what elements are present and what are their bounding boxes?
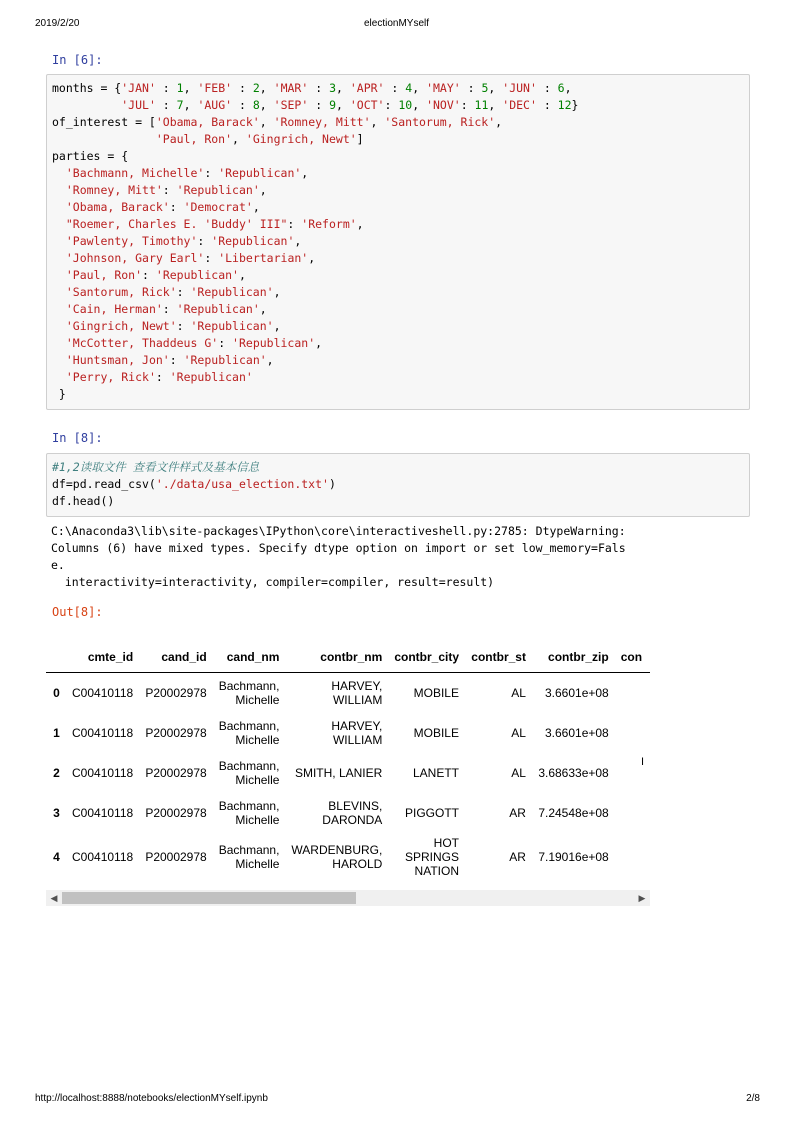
cell-cmte-id: C00410118 [72, 725, 134, 740]
cell-contbr-nm: BLEVINS, DARONDA [322, 798, 383, 827]
cell-contbr-zip: 7.24548e+08 [538, 805, 609, 820]
cell-contbr-st: AL [511, 765, 526, 780]
cell-cand-nm: Bachmann, Michelle [218, 678, 280, 707]
cell-cand-id: P20002978 [145, 849, 207, 864]
horizontal-scrollbar[interactable] [46, 890, 650, 906]
cell-contbr-nm: HARVEY, WILLIAM [331, 678, 383, 707]
col-header-con-truncated: con [615, 642, 650, 673]
cell-cmte-id: C00410118 [72, 685, 134, 700]
cell-contbr-city: LANETT [412, 765, 459, 780]
cell-cand-id: P20002978 [145, 805, 207, 820]
cell-cand-id: P20002978 [145, 725, 207, 740]
cell-cand-nm: Bachmann, Michelle [218, 718, 280, 747]
table-row [46, 793, 650, 833]
table-row [46, 833, 650, 881]
print-date: 2019/2/20 [35, 18, 80, 29]
page-number: 2/8 [746, 1093, 760, 1104]
cell-contbr-city: PIGGOTT [405, 805, 459, 820]
cell-contbr-zip: 3.6601e+08 [544, 725, 609, 740]
code-editor-8[interactable]: #1,2读取文件 查看文件样式及基本信息 df=pd.read_csv('./data/usa_election.txt') df.head() [52, 460, 336, 508]
row-index: 3 [53, 805, 60, 820]
cell-contbr-st: AR [509, 805, 526, 820]
cell-cmte-id: C00410118 [72, 805, 134, 820]
cell-cand-nm: Bachmann, Michelle [218, 758, 280, 787]
code-cell-8[interactable] [46, 453, 750, 517]
col-header-cand-nm: cand_nm [213, 642, 286, 673]
in-prompt-6: In [6]: [52, 53, 103, 67]
print-title: electionMYself [363, 18, 430, 29]
out-prompt-8: Out[8]: [52, 605, 103, 619]
cell-cand-id: P20002978 [145, 765, 207, 780]
scroll-left-arrow-icon[interactable]: ◀ [50, 893, 58, 903]
table-row [46, 673, 650, 713]
table-row [46, 713, 650, 753]
code-cell-6[interactable] [46, 74, 750, 410]
scroll-thumb[interactable] [62, 892, 356, 904]
cell-cand-id: P20002978 [145, 685, 207, 700]
col-header-cmte-id: cmte_id [66, 642, 139, 673]
cell-contbr-city: MOBILE [413, 725, 459, 740]
col-header-contbr-zip: contbr_zip [532, 642, 615, 673]
cell-contbr-city: MOBILE [413, 685, 459, 700]
cell-cand-nm: Bachmann, Michelle [218, 842, 280, 871]
cell-contbr-zip: 3.68633e+08 [538, 765, 609, 780]
dataframe-table [46, 642, 650, 881]
cell-contbr-st: AL [511, 685, 526, 700]
cell-contbr-st: AR [509, 849, 526, 864]
row-index: 2 [53, 765, 60, 780]
row-index: 1 [53, 725, 60, 740]
cell-contbr-city: HOT SPRINGS NATION [404, 835, 459, 878]
cell-cmte-id: C00410118 [72, 849, 134, 864]
cell-contbr-nm: SMITH, LANIER [294, 765, 383, 780]
truncated-cell-text: I​ [641, 756, 645, 768]
row-index: 0 [53, 685, 60, 700]
in-prompt-8: In [8]: [52, 431, 103, 445]
cell-contbr-zip: 7.19016e+08 [538, 849, 609, 864]
table-header-row [46, 642, 650, 673]
table-row [46, 753, 650, 793]
scroll-right-arrow-icon[interactable]: ▶ [638, 893, 646, 903]
cell-cand-nm: Bachmann, Michelle [218, 798, 280, 827]
cell-contbr-nm: HARVEY, WILLIAM [331, 718, 383, 747]
code-editor-6[interactable]: months = {'JAN' : 1, 'FEB' : 2, 'MAR' : 3, 'APR' : 4, 'MAY' : 5, 'JUN' : 6, 'JUL' : 7, 'AUG' : 8, 'SEP' : 9, 'OCT': 10, 'NOV': 11, 'DEC' : 12} of_interest = ['Obama, Barack', 'Romney, Mitt', 'Santorum, Rick', 'Paul, Ron', 'Gingrich, Newt'] parties = { 'Bachmann, Michelle': 'Republican', 'Romney, Mitt': 'Republican', 'Obama, Barack': 'Democrat', "Roemer, Charles E. 'Buddy' III": 'Reform', 'Pawlenty, Timothy': 'Republican', 'Johnson, Gary Earl': 'Libertarian', 'Paul, Ron': 'Republican', 'Santorum, Rick': 'Republican', 'Cain, Herman': 'Republican', 'Gingrich, Newt': 'Republican', 'McCotter, Thaddeus G': 'Republican', 'Huntsman, Jon': 'Republican', 'Perry, Rick': 'Republican' } [52, 81, 579, 401]
print-url: http://localhost:8888/notebooks/electionMYself.ipynb [35, 1093, 268, 1104]
dtype-warning-output: C:\Anaconda3\lib\site-packages\IPython\core\interactiveshell.py:2785: DtypeWarning: Columns (6) have mixed types. Specify dtype option on import or set low_memory=Fals e. interactivity=interactivity, compiler=compiler, result=result) [51, 524, 626, 589]
dataframe-output [46, 642, 650, 886]
cell-contbr-zip: 3.6601e+08 [544, 685, 609, 700]
row-index: 4 [53, 849, 60, 864]
col-header-index [46, 642, 66, 673]
col-header-contbr-nm: contbr_nm [285, 642, 388, 673]
col-header-contbr-city: contbr_city [388, 642, 465, 673]
col-header-contbr-st: contbr_st [465, 642, 532, 673]
cell-contbr-st: AL [511, 725, 526, 740]
col-header-cand-id: cand_id [139, 642, 213, 673]
cell-contbr-nm: WARDENBURG, HAROLD [291, 842, 383, 871]
cell-cmte-id: C00410118 [72, 765, 134, 780]
